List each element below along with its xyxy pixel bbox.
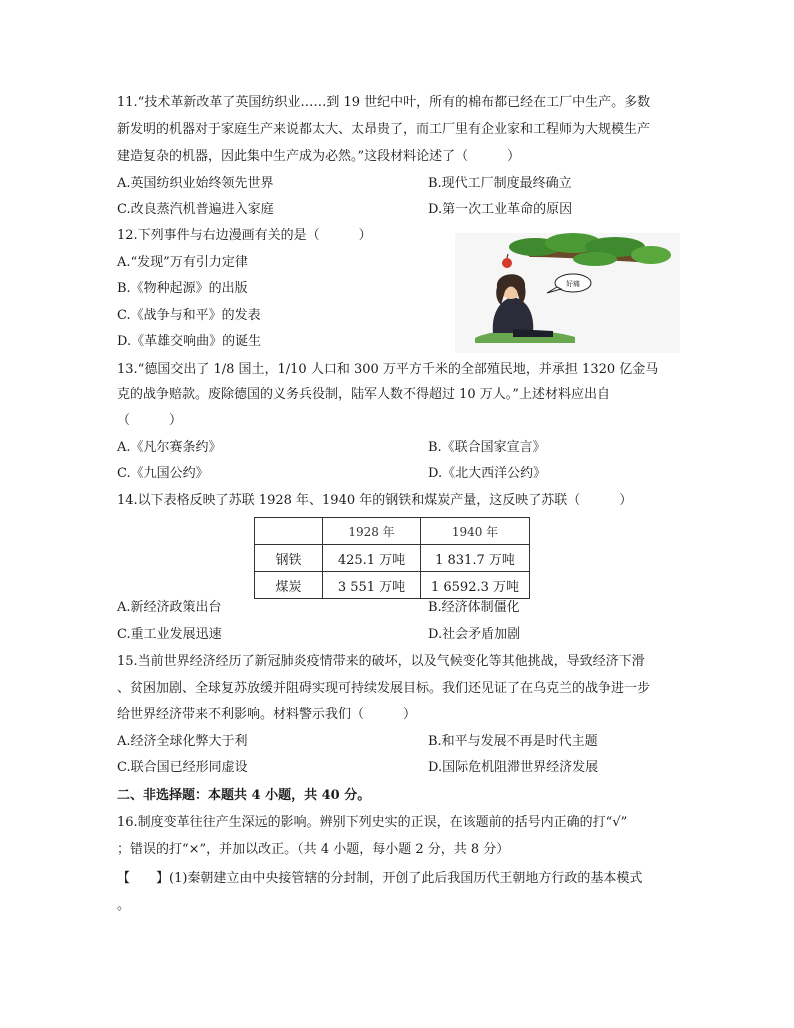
q13-option-a: A.《凡尔赛条约》 bbox=[117, 440, 222, 455]
q11-option-d: D.第一次工业革命的原因 bbox=[428, 202, 573, 217]
table-header-cell: 1940 年 bbox=[421, 518, 530, 545]
comic-illustration bbox=[455, 233, 680, 353]
q14-option-a: A.新经济政策出台 bbox=[117, 600, 222, 615]
q12-option-c: C.《战争与和平》的发表 bbox=[117, 308, 261, 323]
q13-option-b: B.《联合国家宣言》 bbox=[428, 440, 546, 455]
newton-apple-comic bbox=[455, 233, 680, 353]
table-cell: 425.1 万吨 bbox=[323, 545, 421, 572]
q11-option-c: C.改良蒸汽机普遍进入家庭 bbox=[117, 202, 274, 217]
q15-option-b: B.和平与发展不再是时代主题 bbox=[428, 734, 598, 749]
q16-stem-line1: 16.制度变革往往产生深远的影响。辨别下列史实的正误，在该题前的括号内正确的打“√” bbox=[117, 815, 628, 830]
table-header-cell: 1928 年 bbox=[323, 518, 421, 545]
table-cell: 1 6592.3 万吨 bbox=[421, 572, 530, 599]
q14-stem: 14.以下表格反映了苏联 1928 年、1940 年的钢铁和煤炭产量，这反映了苏联（ ） bbox=[117, 493, 633, 508]
q11-stem-line3: 建造复杂的机器，因此集中生产成为必然。”这段材料论述了（ ） bbox=[117, 149, 521, 164]
q11-stem-line2: 新发明的机器对于家庭生产来说都太大、太昂贵了，而工厂里有企业家和工程师为大规模生产 bbox=[117, 122, 651, 137]
table-cell: 1 831.7 万吨 bbox=[421, 545, 530, 572]
q14-option-b: B.经济体制僵化 bbox=[428, 600, 520, 615]
q16-stem-line2: ；错误的打“×”，并加以改正。（共 4 小题，每小题 2 分，共 8 分） bbox=[117, 842, 510, 857]
q13-option-c: C.《九国公约》 bbox=[117, 466, 209, 481]
table-row bbox=[255, 545, 530, 572]
table-cell: 3 551 万吨 bbox=[323, 572, 421, 599]
q11-option-b: B.现代工厂制度最终确立 bbox=[428, 176, 572, 191]
q15-option-c: C.联合国已经形同虚设 bbox=[117, 760, 248, 775]
q15-option-d: D.国际危机阻滞世界经济发展 bbox=[428, 760, 599, 775]
q13-stem-line1: 13.“德国交出了 1/8 国土，1/10 人口和 300 万平方千米的全部殖民地，并承担 1320 亿金马 bbox=[117, 362, 659, 377]
q11-stem-line1: 11.“技术革新改革了英国纺织业……到 19 世纪中叶，所有的棉布都已经在工厂中生产。多数 bbox=[117, 95, 651, 110]
comic-bubble-text: 好痛 bbox=[566, 280, 580, 288]
q15-stem-line1: 15.当前世界经济经历了新冠肺炎疫情带来的破坏，以及气候变化等其他挑战，导致经济下滑 bbox=[117, 654, 645, 669]
q16-item1-line1: 【 】(1)秦朝建立由中央接管辖的分封制，开创了此后我国历代王朝地方行政的基本模式 bbox=[117, 871, 643, 886]
table-header-row bbox=[255, 518, 530, 545]
table-row bbox=[255, 572, 530, 599]
q11-option-a: A.英国纺织业始终领先世界 bbox=[117, 176, 274, 191]
q15-stem-line3: 给世界经济带来不利影响。材料警示我们（ ） bbox=[117, 707, 417, 722]
q15-stem-line2: 、贫困加剧、全球复苏放缓并阻碍实现可持续发展目标。我们还见证了在乌克兰的战争进一步 bbox=[117, 681, 651, 696]
q12-stem: 12.下列事件与右边漫画有关的是（ ） bbox=[117, 228, 372, 243]
section-heading: 二、非选择题：本题共 4 小题，共 40 分。 bbox=[117, 788, 371, 803]
q12-option-b: B.《物种起源》的出版 bbox=[117, 281, 248, 296]
table-cell: 钢铁 bbox=[255, 545, 323, 572]
production-table bbox=[254, 517, 530, 599]
q12-option-d: D.《革雄交响曲》的诞生 bbox=[117, 334, 262, 349]
q13-option-d: D.《北大西洋公约》 bbox=[428, 466, 547, 481]
q15-option-a: A.经济全球化弊大于利 bbox=[117, 734, 248, 749]
q13-stem-line2: 克的战争赔款。废除德国的义务兵役制，陆军人数不得超过 10 万人。”上述材料应出自 bbox=[117, 387, 610, 402]
q13-stem-line3: （ ） bbox=[117, 413, 183, 428]
q14-option-d: D.社会矛盾加剧 bbox=[428, 627, 521, 642]
q16-item1-line2: 。 bbox=[117, 898, 131, 913]
q14-option-c: C.重工业发展迅速 bbox=[117, 627, 222, 642]
table-header-cell bbox=[255, 518, 323, 545]
table-cell: 煤炭 bbox=[255, 572, 323, 599]
q12-option-a: A.“发现”万有引力定律 bbox=[117, 255, 248, 270]
